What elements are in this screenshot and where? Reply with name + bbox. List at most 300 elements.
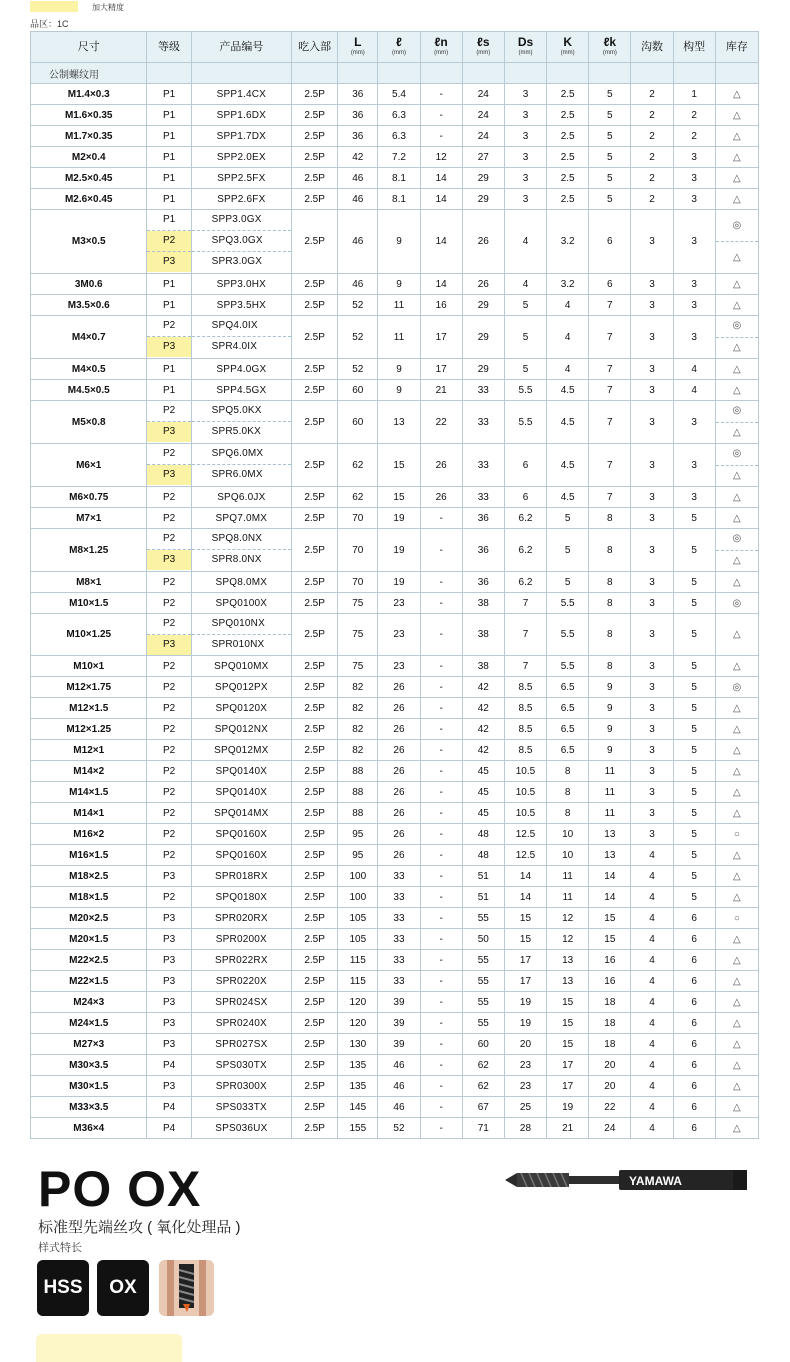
code-sub: SPR3.0GX [211,256,263,267]
shape-cell: 6 [673,950,715,971]
ls-cell: 33 [462,487,504,508]
header-l-label: ℓ [396,35,402,49]
chamfer-cell: 2.5P [292,1076,338,1097]
shape-cell: 4 [673,359,715,380]
code-cell [191,614,291,656]
Ds-cell: 6 [504,444,546,487]
size-cell: M12×1 [31,740,147,761]
grade-cell: P1 [147,126,191,147]
flutes-cell: 3 [631,508,673,529]
lk-cell: 5 [589,168,631,189]
lk-cell: 8 [589,656,631,677]
header-unit: (mm) [602,50,617,56]
l-cell: 39 [378,1013,420,1034]
stock-cell: ◎ [715,593,758,614]
table-row [31,210,759,274]
ln-cell: - [420,719,462,740]
grade-cell: P1 [147,84,191,105]
chamfer-cell: 2.5P [292,84,338,105]
size-cell: M10×1.25 [31,614,147,656]
header-Ds [504,32,546,63]
Ds-cell: 17 [504,950,546,971]
stock-sub: △ [733,341,741,353]
grade-sub: P3 [147,465,190,485]
table-row [31,401,759,444]
K-cell: 6.5 [547,677,589,698]
header-unit: (mm) [518,50,533,56]
lk-cell: 16 [589,950,631,971]
section-cell [462,63,504,84]
K-cell: 4.5 [547,401,589,444]
stock-sub: △ [733,469,741,481]
shape-cell: 2 [673,126,715,147]
K-cell: 10 [547,845,589,866]
lk-cell: 13 [589,824,631,845]
section-cell [504,63,546,84]
shape-cell: 5 [673,593,715,614]
chamfer-cell: 2.5P [292,614,338,656]
size-cell: M36×4 [31,1118,147,1139]
chamfer-cell: 2.5P [292,316,338,359]
chamfer-cell: 2.5P [292,719,338,740]
Ds-cell: 15 [504,908,546,929]
ls-cell: 29 [462,359,504,380]
ls-cell: 38 [462,593,504,614]
Ds-cell: 8.5 [504,719,546,740]
lk-cell: 8 [589,508,631,529]
lk-cell: 7 [589,359,631,380]
grade-cell: P2 [147,487,191,508]
code-sub: SPQ4.0IX [192,316,291,337]
shape-cell: 5 [673,656,715,677]
size-cell: M10×1 [31,656,147,677]
table-row [31,529,759,572]
hss-badge: HSS [37,1260,89,1316]
lk-cell: 7 [589,295,631,316]
header-lk-label: ℓk [603,35,617,49]
L-cell: 105 [338,929,378,950]
flutes-cell: 4 [631,1097,673,1118]
ln-cell: - [420,824,462,845]
table-row [31,105,759,126]
grade-sub: P3 [147,252,190,272]
L-cell: 70 [338,529,378,572]
footer-highlight [36,1334,182,1362]
ls-cell: 27 [462,147,504,168]
grade-cell: P2 [147,887,191,908]
stock-sub: ◎ [716,316,758,338]
shape-cell: 5 [673,698,715,719]
code-cell: SPQ0140X [191,782,291,803]
code-cell [191,529,291,572]
code-cell: SPR0300X [191,1076,291,1097]
l-cell: 33 [378,950,420,971]
L-cell: 42 [338,147,378,168]
section-cell [338,63,378,84]
section-cell [673,63,715,84]
section-label: 公制螺纹用 [31,63,147,84]
chamfer-cell: 2.5P [292,908,338,929]
stock-cell: △ [715,487,758,508]
ln-cell: 14 [420,189,462,210]
chamfer-cell: 2.5P [292,761,338,782]
grade-cell: P1 [147,105,191,126]
flutes-cell: 3 [631,740,673,761]
code-sub: SPR4.0IX [211,341,258,352]
grade-sub: P3 [147,422,190,442]
L-cell: 130 [338,1034,378,1055]
shape-cell: 5 [673,782,715,803]
size-cell: M10×1.5 [31,593,147,614]
code-sub: SPQ8.0NX [192,529,291,550]
Ds-cell: 10.5 [504,761,546,782]
ls-cell: 33 [462,380,504,401]
ls-cell: 38 [462,614,504,656]
lk-cell: 5 [589,84,631,105]
L-cell: 88 [338,761,378,782]
K-cell: 2.5 [547,147,589,168]
size-cell: M18×2.5 [31,866,147,887]
header-L-label: L [354,35,362,49]
size-cell: M12×1.5 [31,698,147,719]
section-cell [191,63,291,84]
lk-cell: 6 [589,274,631,295]
grade-cell: P3 [147,908,191,929]
Ds-cell: 3 [504,168,546,189]
ls-cell: 48 [462,824,504,845]
L-cell: 75 [338,614,378,656]
size-cell: M8×1 [31,572,147,593]
L-cell: 75 [338,593,378,614]
L-cell: 70 [338,572,378,593]
shape-cell: 6 [673,992,715,1013]
K-cell: 5 [547,529,589,572]
ln-cell: - [420,656,462,677]
shape-cell: 6 [673,1076,715,1097]
shape-cell: 3 [673,401,715,444]
chamfer-cell: 2.5P [292,572,338,593]
table-row [31,189,759,210]
tap-tip [505,1173,517,1187]
table-row [31,782,759,803]
section-cell [378,63,420,84]
l-cell: 7.2 [378,147,420,168]
ls-cell: 51 [462,866,504,887]
ls-cell: 51 [462,887,504,908]
l-cell: 26 [378,761,420,782]
K-cell: 5.5 [547,656,589,677]
grade-cell: P1 [147,295,191,316]
L-cell: 115 [338,950,378,971]
L-cell: 60 [338,380,378,401]
table-row [31,929,759,950]
ls-cell: 55 [462,908,504,929]
ls-cell: 33 [462,444,504,487]
code-cell: SPS036UX [191,1118,291,1139]
code-cell [191,444,291,487]
table-row [31,1097,759,1118]
L-cell: 105 [338,908,378,929]
l-cell: 23 [378,656,420,677]
stock-cell: △ [715,950,758,971]
ls-cell: 42 [462,677,504,698]
table-row [31,614,759,656]
stock-cell: ◎ [715,677,758,698]
flutes-cell: 3 [631,677,673,698]
l-cell: 46 [378,1076,420,1097]
stock-sub: △ [733,252,741,263]
tap-product-image [505,1160,753,1200]
flutes-cell: 4 [631,1076,673,1097]
shape-cell: 4 [673,380,715,401]
header-ls-label: ℓs [477,35,490,49]
tap-neck [569,1176,619,1184]
chamfer-cell: 2.5P [292,295,338,316]
Ds-cell: 5 [504,359,546,380]
flutes-cell: 4 [631,908,673,929]
code-cell: SPP3.0HX [191,274,291,295]
table-row [31,508,759,529]
ls-cell: 60 [462,1034,504,1055]
grade-cell [147,444,191,487]
size-cell: M6×1 [31,444,147,487]
ls-cell: 36 [462,508,504,529]
shape-cell: 6 [673,1034,715,1055]
shape-cell: 6 [673,1097,715,1118]
size-cell: M24×1.5 [31,1013,147,1034]
header-unit: (mm) [434,50,449,56]
size-cell: M4.5×0.5 [31,380,147,401]
code-sub: SPR6.0MX [211,469,263,480]
stock-cell: △ [715,992,758,1013]
lk-cell: 16 [589,971,631,992]
lk-cell: 11 [589,761,631,782]
grade-cell: P2 [147,508,191,529]
l-cell: 33 [378,929,420,950]
lk-cell: 8 [589,614,631,656]
grade-sub: P1 [147,210,190,231]
stock-sub: ◎ [716,529,758,551]
flutes-cell: 3 [631,380,673,401]
flutes-cell: 3 [631,210,673,274]
table-row [31,698,759,719]
flutes-cell: 3 [631,656,673,677]
Ds-cell: 8.5 [504,698,546,719]
ln-cell: 14 [420,274,462,295]
ls-cell: 26 [462,210,504,274]
shape-cell: 5 [673,677,715,698]
K-cell: 4 [547,316,589,359]
size-cell: M22×2.5 [31,950,147,971]
stock-cell: △ [715,1118,758,1139]
l-cell: 46 [378,1055,420,1076]
flutes-cell: 3 [631,761,673,782]
table-row [31,84,759,105]
stock-sub: ◎ [716,444,758,466]
code-cell [191,401,291,444]
K-cell: 19 [547,1097,589,1118]
flutes-cell: 3 [631,487,673,508]
K-cell: 12 [547,908,589,929]
code-cell: SPP4.5GX [191,380,291,401]
L-cell: 82 [338,719,378,740]
shape-cell: 3 [673,316,715,359]
ls-cell: 36 [462,529,504,572]
chamfer-cell: 2.5P [292,1097,338,1118]
size-cell: M1.6×0.35 [31,105,147,126]
Ds-cell: 23 [504,1055,546,1076]
grade-cell: P2 [147,677,191,698]
grade-cell: P1 [147,359,191,380]
ls-cell: 45 [462,761,504,782]
grade-sub: P2 [147,529,190,550]
l-cell: 5.4 [378,84,420,105]
size-cell: M4×0.5 [31,359,147,380]
size-cell: M1.7×0.35 [31,126,147,147]
chamfer-cell: 2.5P [292,1055,338,1076]
grade-sub: P3 [147,635,190,655]
grade-cell: P1 [147,147,191,168]
Ds-cell: 7 [504,656,546,677]
grade-cell: P1 [147,380,191,401]
flutes-cell: 2 [631,126,673,147]
lk-cell: 9 [589,740,631,761]
Ds-cell: 28 [504,1118,546,1139]
table-row [31,971,759,992]
code-sub: SPQ3.0GX [192,231,291,252]
K-cell: 8 [547,761,589,782]
table-row [31,824,759,845]
grade-cell: P2 [147,740,191,761]
grade-cell: P3 [147,971,191,992]
l-cell: 8.1 [378,168,420,189]
ls-cell: 29 [462,316,504,359]
tap-hole-wall-right [199,1260,206,1316]
stock-sub: △ [733,554,741,566]
K-cell: 5.5 [547,614,589,656]
ls-cell: 36 [462,572,504,593]
L-cell: 70 [338,508,378,529]
flutes-cell: 2 [631,105,673,126]
l-cell: 26 [378,677,420,698]
flutes-cell: 4 [631,845,673,866]
lk-cell: 18 [589,992,631,1013]
ln-cell: - [420,572,462,593]
chamfer-cell: 2.5P [292,359,338,380]
lk-cell: 8 [589,529,631,572]
header-K [547,32,589,63]
table-row [31,359,759,380]
chamfer-cell: 2.5P [292,529,338,572]
ox-badge: OX [97,1260,149,1316]
ls-cell: 24 [462,126,504,147]
flutes-cell: 3 [631,316,673,359]
shape-cell: 6 [673,1055,715,1076]
code-cell: SPR018RX [191,866,291,887]
table-row [31,572,759,593]
ln-cell: 17 [420,359,462,380]
lk-cell: 11 [589,803,631,824]
section-cell [631,63,673,84]
grade-cell: P1 [147,189,191,210]
table-row [31,845,759,866]
code-sub: SPQ6.0MX [192,444,291,465]
L-cell: 82 [338,698,378,719]
product-title: PO OX [38,1161,202,1217]
grade-cell: P2 [147,593,191,614]
ls-cell: 42 [462,719,504,740]
flutes-cell: 3 [631,803,673,824]
Ds-cell: 3 [504,84,546,105]
table-row [31,887,759,908]
spec-table-body [31,63,759,1139]
chamfer-cell: 2.5P [292,593,338,614]
l-cell: 33 [378,866,420,887]
stock-cell: △ [715,803,758,824]
grade-cell [147,614,191,656]
stock-cell: △ [715,359,758,380]
grade-cell: P2 [147,656,191,677]
K-cell: 4.5 [547,444,589,487]
Ds-cell: 14 [504,866,546,887]
code-cell: SPQ0120X [191,698,291,719]
chamfer-cell: 2.5P [292,803,338,824]
K-cell: 13 [547,950,589,971]
code-sub: SPR010NX [211,639,265,650]
table-row [31,719,759,740]
shape-cell: 3 [673,444,715,487]
L-cell: 145 [338,1097,378,1118]
code-cell: SPP2.0EX [191,147,291,168]
K-cell: 17 [547,1055,589,1076]
code-cell: SPR0240X [191,1013,291,1034]
chamfer-cell: 2.5P [292,444,338,487]
code-cell: SPQ8.0MX [191,572,291,593]
ls-cell: 42 [462,698,504,719]
flutes-cell: 3 [631,444,673,487]
shape-cell: 3 [673,189,715,210]
table-row [31,740,759,761]
L-cell: 88 [338,782,378,803]
stock-cell: △ [715,971,758,992]
code-cell: SPP1.7DX [191,126,291,147]
Ds-cell: 5.5 [504,380,546,401]
l-cell: 11 [378,295,420,316]
Ds-cell: 6.2 [504,572,546,593]
grade-cell: P2 [147,824,191,845]
stock-cell: △ [715,1055,758,1076]
ls-cell: 48 [462,845,504,866]
lk-cell: 18 [589,1034,631,1055]
l-cell: 9 [378,359,420,380]
ls-cell: 55 [462,992,504,1013]
K-cell: 4.5 [547,380,589,401]
precision-legend-label: 加大精度 [92,3,124,12]
table-row [31,992,759,1013]
flutes-cell: 4 [631,950,673,971]
L-cell: 36 [338,84,378,105]
shape-cell: 5 [673,803,715,824]
L-cell: 135 [338,1076,378,1097]
ln-cell: 16 [420,295,462,316]
ln-cell: - [420,1013,462,1034]
size-cell: M12×1.25 [31,719,147,740]
grade-cell: P3 [147,1076,191,1097]
table-row [31,168,759,189]
K-cell: 6.5 [547,698,589,719]
Ds-cell: 3 [504,147,546,168]
stock-cell: △ [715,295,758,316]
